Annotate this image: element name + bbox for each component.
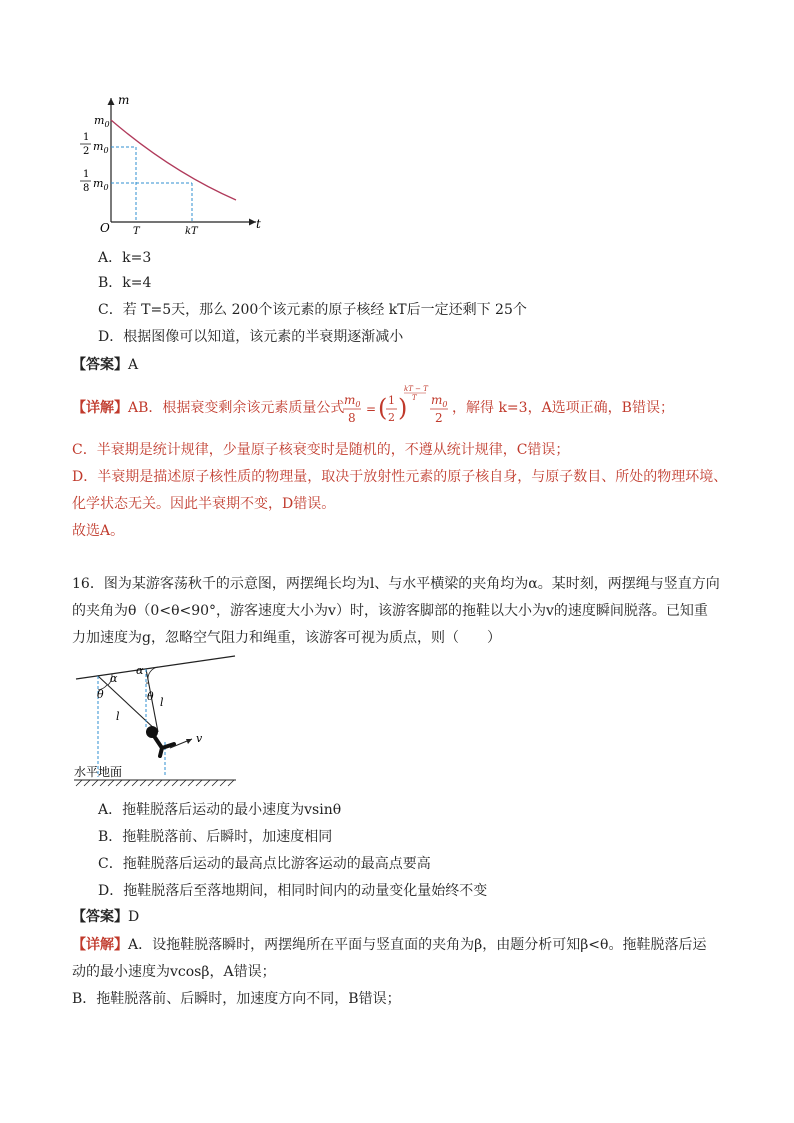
velocity-label: v — [196, 732, 203, 745]
option-letter: D． — [98, 329, 124, 345]
q16-option-b — [98, 827, 332, 847]
option-text: 若 T=5天，那么 200个该元素的原子核经 kT后一定还剩下 25个 — [122, 302, 527, 318]
q15-option-d — [98, 327, 403, 347]
q15-detail-ab-suffix — [452, 398, 674, 418]
q15-conclusion — [72, 521, 124, 541]
detail-label: 【详解】 — [72, 937, 128, 953]
y-axis-label: m — [118, 93, 130, 107]
decay-graph — [76, 90, 276, 240]
q15-answer — [72, 355, 138, 375]
alpha-label-right: α — [136, 664, 144, 677]
formula-half-num: 1 — [388, 394, 395, 407]
option-letter: A． — [98, 250, 123, 266]
x-axis-label: t — [256, 217, 261, 231]
formula-rhs-m0: $m_0$ — [431, 393, 448, 409]
tick-kT: kT — [185, 226, 198, 237]
formula-lparen: ( — [378, 394, 388, 422]
half-num: 1 — [83, 132, 90, 143]
tick-T: T — [133, 226, 140, 237]
detail-ab-prefix: AB．根据衰变剩余该元素质量公式 — [128, 400, 345, 416]
option-letter: A． — [98, 802, 123, 818]
option-letter: B． — [98, 829, 123, 845]
detail-a-text-2: 动的最小速度为vcosβ，A错误； — [72, 964, 276, 980]
swing-figure — [70, 652, 240, 792]
formula-half-den: 2 — [388, 411, 395, 424]
q16-detail-a1 — [72, 935, 706, 955]
option-letter: B． — [98, 275, 123, 291]
stem-text-2: 的夹角为θ（0<θ<90°，游客速度大小为v）时，该游客脚部的拖鞋以大小为v的速度瞬间脱落。已知重 — [72, 603, 708, 619]
q16-option-a — [98, 800, 341, 820]
option-letter: D． — [98, 883, 124, 899]
rope-label-right: l — [160, 696, 164, 709]
option-text: 拖鞋脱落前、后瞬时，加速度相同 — [122, 829, 333, 845]
formula-exp-den: T — [412, 394, 417, 402]
q16-option-c — [98, 854, 431, 874]
q16-option-d — [98, 881, 487, 901]
q16-stem-1 — [72, 574, 720, 594]
half-den: 2 — [83, 146, 90, 157]
detail-c-text: C．半衰期是统计规律，少量原子核衰变时是随机的，不遵从统计规律，C错误； — [72, 442, 570, 458]
person-body — [154, 736, 174, 756]
q16-answer — [72, 907, 139, 927]
detail-b-text: B．拖鞋脱落前、后瞬时，加速度方向不同，B错误； — [72, 991, 401, 1007]
origin-label: O — [100, 221, 110, 235]
detail-ab-suffix: ，解得 k=3，A选项正确，B错误； — [452, 400, 674, 416]
q16-detail-a2 — [72, 962, 276, 982]
q15-option-b — [98, 273, 151, 293]
stem-text-1: 16．图为某游客荡秋千的示意图，两摆绳长均为l、与水平横梁的夹角均为α。某时刻，两摆绳与竖直方向 — [72, 576, 720, 592]
formula-m0: $m_0$ — [344, 393, 361, 409]
stem-text-3: 力加速度为g，忽略空气阻力和绳重，该游客可视为质点，则（ ） — [72, 630, 501, 646]
option-text: 拖鞋脱落后运动的最小速度为vsinθ — [122, 802, 342, 818]
formula-rparen: ) — [398, 394, 408, 422]
detail-label: 【详解】 — [72, 400, 128, 416]
detail-d-text-2: 化学状态无关。因此半衰期不变，D错误。 — [72, 496, 336, 512]
eighth-num: 1 — [83, 169, 90, 180]
theta-label-left: θ — [97, 688, 104, 701]
theta-label-right: θ — [147, 690, 154, 703]
formula-8: 8 — [348, 411, 356, 425]
m0-label: $m_0$ — [94, 114, 110, 129]
option-letter: C． — [98, 856, 123, 872]
q16-stem-2 — [72, 601, 708, 621]
option-letter: C． — [98, 302, 123, 318]
q16-stem-3 — [72, 628, 501, 648]
detail-d-text-1: D．半衰期是描述原子核性质的物理量，取决于放射性元素的原子核自身，与原子数目、所处的物理环境、 — [72, 469, 728, 485]
q16-detail-b — [72, 989, 401, 1009]
option-text: k=4 — [122, 275, 152, 291]
answer-value: D — [128, 909, 140, 925]
ground-label: 水平地面 — [74, 765, 123, 779]
option-text: 拖鞋脱落后运动的最高点比游客运动的最高点要高 — [122, 856, 431, 872]
rope-label-left: l — [116, 710, 120, 723]
answer-label: 【答案】 — [72, 357, 128, 373]
formula-rhs-2: 2 — [435, 411, 443, 425]
half-m0: $m_0$ — [93, 140, 109, 155]
q15-detail-c — [72, 440, 569, 460]
answer-label: 【答案】 — [72, 909, 128, 925]
alpha-label-left: α — [110, 672, 118, 685]
formula-eq: = — [366, 402, 377, 416]
q15-option-c — [98, 300, 527, 320]
decay-curve — [111, 120, 236, 200]
q15-detail-ab — [72, 398, 344, 418]
formula-exp: kT − T — [404, 385, 428, 393]
eighth-den: 8 — [83, 183, 90, 194]
option-text: 根据图像可以知道，该元素的半衰期逐渐减小 — [123, 329, 404, 345]
q15-option-a — [98, 248, 151, 268]
ground-hatch — [76, 780, 234, 786]
q15-detail-d2 — [72, 494, 335, 514]
option-text: 拖鞋脱落后至落地期间，相同时间内的动量变化量始终不变 — [123, 883, 488, 899]
conclusion-text: 故选A。 — [72, 523, 125, 539]
detail-a-text-1: A．设拖鞋脱落瞬时，两摆绳所在平面与竖直面的夹角为β，由题分析可知β<θ。拖鞋脱落后运 — [128, 937, 707, 953]
answer-value: A — [128, 357, 139, 373]
q15-detail-d1 — [72, 467, 727, 487]
eighth-m0: $m_0$ — [93, 177, 109, 192]
option-text: k=3 — [122, 250, 152, 266]
